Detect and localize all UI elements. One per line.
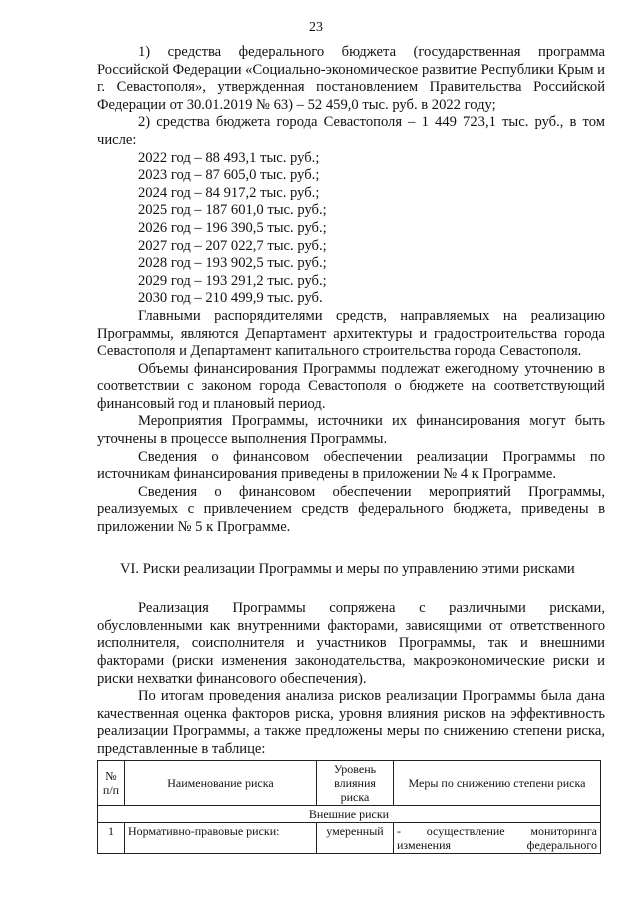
table-group-row [98,805,601,822]
cell-risk-name: Нормативно-правовые риски: [125,822,317,853]
list-item: 2024 год – 84 917,2 тыс. руб.; [138,184,320,201]
table-header-row [98,760,601,805]
header-risk-level: Уровень влияния риска [317,760,394,805]
list-item: 2022 год – 88 493,1 тыс. руб.; [138,149,320,166]
cell-measures: - осуществление мониторинга изменения федерального [394,822,601,853]
group-label: Внешние риски [98,805,601,822]
list-item: 2023 год – 87 605,0 тыс. руб.; [138,167,320,184]
list-item: 2027 год – 207 022,7 тыс. руб.; [138,237,327,254]
paragraph-appendix-5: Сведения о финансовом обеспечении мероприятий Программы, реализуемых с привлечением средств федерального бюджета, приведены в приложении № 5 к Программе. [97,483,605,536]
risks-table [97,760,601,854]
list-item: 2025 год – 187 601,0 тыс. руб.; [138,202,327,219]
cell-risk-level: умеренный [317,822,394,853]
list-item: 2026 год – 196 390,5 тыс. руб.; [138,219,327,236]
paragraph-city-budget: 2) средства бюджета города Севастополя – 1 449 723,1 тыс. руб., в том числе: [97,114,605,148]
list-item: 2030 год – 210 499,9 тыс. руб. [138,290,323,307]
paragraph-federal-budget: 1) средства федерального бюджета (государственная программа Российской Федерации «Социально-экономическое развитие Республики Крым и г. Севастополя», утвержденная постановлением Правительства Российской Федерации от 30.01.2019 № 63) – 52 459,0 тыс. руб. в 2022 году; [97,44,605,113]
header-measures: Меры по снижению степени риска [394,760,601,805]
list-item: 2029 год – 193 291,2 тыс. руб.; [138,272,327,289]
page-number: 23 [309,20,323,35]
page-body [97,44,605,854]
section-heading: VI. Риски реализации Программы и меры по управлению этими рисками [120,560,575,577]
header-risk-name: Наименование риска [125,760,317,805]
paragraph-appendix-4: Сведения о финансовом обеспечении реализации Программы по источникам финансирования приведены в приложении № 4 к Программе. [97,448,605,483]
table-row [98,822,601,853]
header-number: № п/п [98,760,125,805]
list-item: 2028 год – 193 902,5 тыс. руб.; [138,255,327,272]
paragraph-program-activities: Мероприятия Программы, источники их финансирования могут быть уточнены в процессе выполнения Программы. [97,413,605,448]
cell-number: 1 [98,822,125,853]
paragraph-risks-intro: Реализация Программы сопряжена с различными рисками, обусловленными как внутренними факторами, зависящими от ответственного исполнителя, соисполнителя и участников Программы, так и внешними факторами (риски изменения законодательства, макроэкономические риски и риски нехватки финансового обеспечения). [97,600,605,687]
paragraph-risk-analysis: По итогам проведения анализа рисков реализации Программы была дана качественная оценка факторов риска, уровня влияния рисков на эффективность реализации Программы, а также предложены меры по снижению степени риска, представленные в таблице: [97,688,605,757]
paragraph-main-managers: Главными распорядителями средств, направляемых на реализацию Программы, являются Департамент архитектуры и градостроительства города Севастополя и Департамент капитального строительства города Севастополя. [97,307,605,360]
yearly-funding-list [97,150,605,308]
paragraph-funding-volumes: Объемы финансирования Программы подлежат ежегодному уточнению в соответствии с законом города Севастополя о бюджете на соответствующий финансовый год и плановый период. [97,360,605,412]
